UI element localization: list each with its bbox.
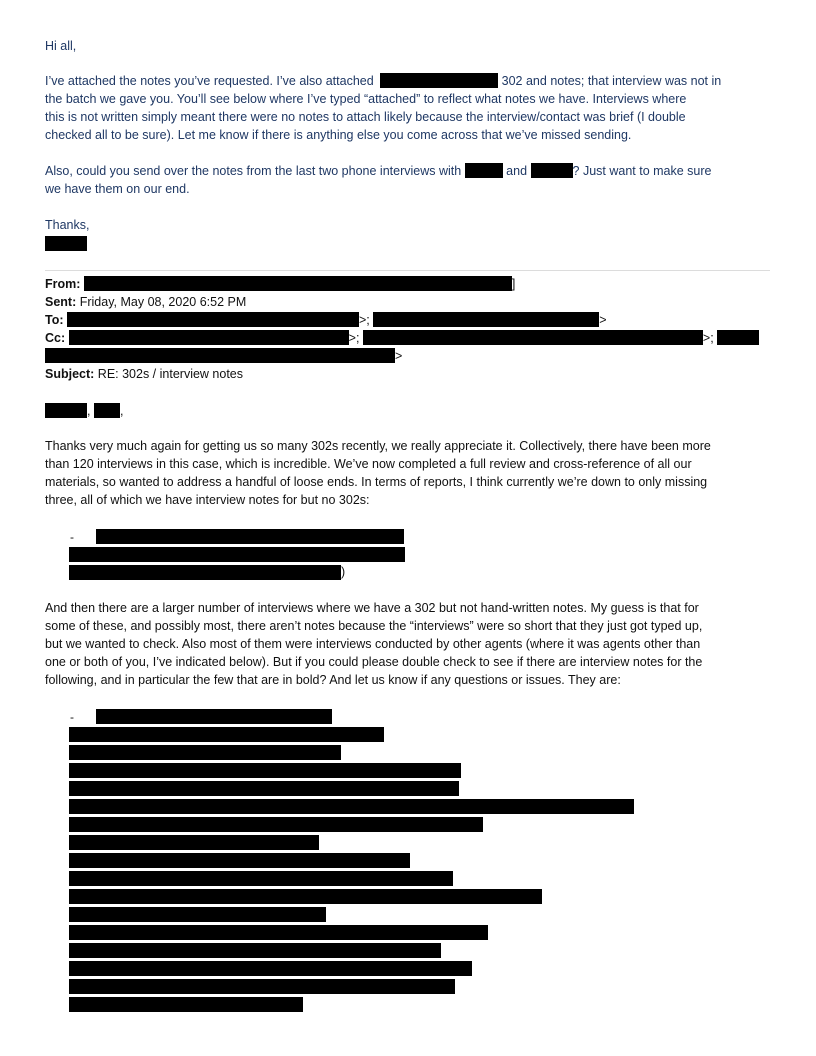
redaction-box xyxy=(45,403,87,418)
redaction-box xyxy=(84,276,512,291)
redaction-box xyxy=(69,727,384,742)
redaction-box xyxy=(69,745,341,760)
header-subject: Subject: RE: 302s / interview notes xyxy=(45,367,244,381)
header-cc-continued: > xyxy=(45,347,402,365)
redaction-box xyxy=(69,979,455,994)
separator-line xyxy=(45,270,770,271)
reply-signoff: Thanks, xyxy=(45,218,90,232)
redaction-box xyxy=(69,925,488,940)
redaction-box xyxy=(69,835,319,850)
redaction-box xyxy=(94,403,120,418)
body-paragraph-1: Thanks very much again for getting us so many 302s recently, we really appreciate it. Collectively, there have been more than 120 interviews in this case, which is incredible. We’ve now completed a full review and cross-reference of all our materials, so wanted to address a handful of loose ends. In terms of reports, I think currently we’re down to only missing three, all of which we have interview notes for but no 302s: xyxy=(45,439,711,507)
list-close-paren: ) xyxy=(341,565,346,579)
redaction-box xyxy=(67,312,359,327)
redaction-box xyxy=(69,961,472,976)
list-bullet: - xyxy=(70,710,74,724)
redaction-box xyxy=(363,330,703,345)
redaction-box xyxy=(717,330,759,345)
redaction-box xyxy=(69,330,349,345)
redaction-box xyxy=(96,709,332,724)
redaction-box xyxy=(531,163,573,178)
reply-paragraph-1: I’ve attached the notes you’ve requested. I’ve also attached 302 and notes; that interview was not in the batch we gave you. You’ll see below where I’ve typed “attached” to reflect what notes we have. Interviews where this is not written simply meant there were no notes to attach likely because the interview/contact was brief (I double checked all to be sure). Let me know if there is anything else you come across that we’ve missed sending. xyxy=(45,74,722,142)
redaction-box xyxy=(69,763,461,778)
redaction-box xyxy=(69,871,453,886)
reply-paragraph-2: Also, could you send over the notes from the last two phone interviews with and ? Just want to make sure we have them on our end. xyxy=(45,164,712,196)
header-from: From: ] xyxy=(45,277,516,291)
redaction-box xyxy=(69,817,483,832)
redaction-box xyxy=(373,312,599,327)
header-cc: Cc: >; >; xyxy=(45,329,759,347)
redaction-box xyxy=(69,799,634,814)
redaction-box xyxy=(96,529,404,544)
redaction-box xyxy=(45,348,395,363)
redaction-box xyxy=(69,547,405,562)
redaction-box xyxy=(69,889,542,904)
redaction-box xyxy=(69,853,410,868)
header-sent: Sent: Friday, May 08, 2020 6:52 PM xyxy=(45,295,247,309)
redaction-box xyxy=(69,907,326,922)
redaction-box xyxy=(69,997,303,1012)
header-to: To: >; > xyxy=(45,313,607,327)
body-salutation: , , xyxy=(45,402,123,420)
list-bullet: - xyxy=(70,530,74,544)
redaction-box xyxy=(45,236,87,251)
redaction-box xyxy=(465,163,503,178)
redaction-box xyxy=(69,943,441,958)
body-paragraph-2: And then there are a larger number of interviews where we have a 302 but not hand-written notes. My guess is that for some of these, and possibly most, there aren’t notes because the “interviews” were so short that they just got typed up, but we wanted to check. Also most of them were interviews conducted by other agents (where it was agents other than one or both of you, I’ve indicated below). But if you could please double check to see if there are interview notes for the following, and in particular the few that are in bold? And let us know if any questions or issues. They are: xyxy=(45,601,703,687)
redaction-box xyxy=(380,73,498,88)
redaction-box xyxy=(69,781,459,796)
redaction-box xyxy=(69,565,341,580)
reply-greeting: Hi all, xyxy=(45,39,77,53)
